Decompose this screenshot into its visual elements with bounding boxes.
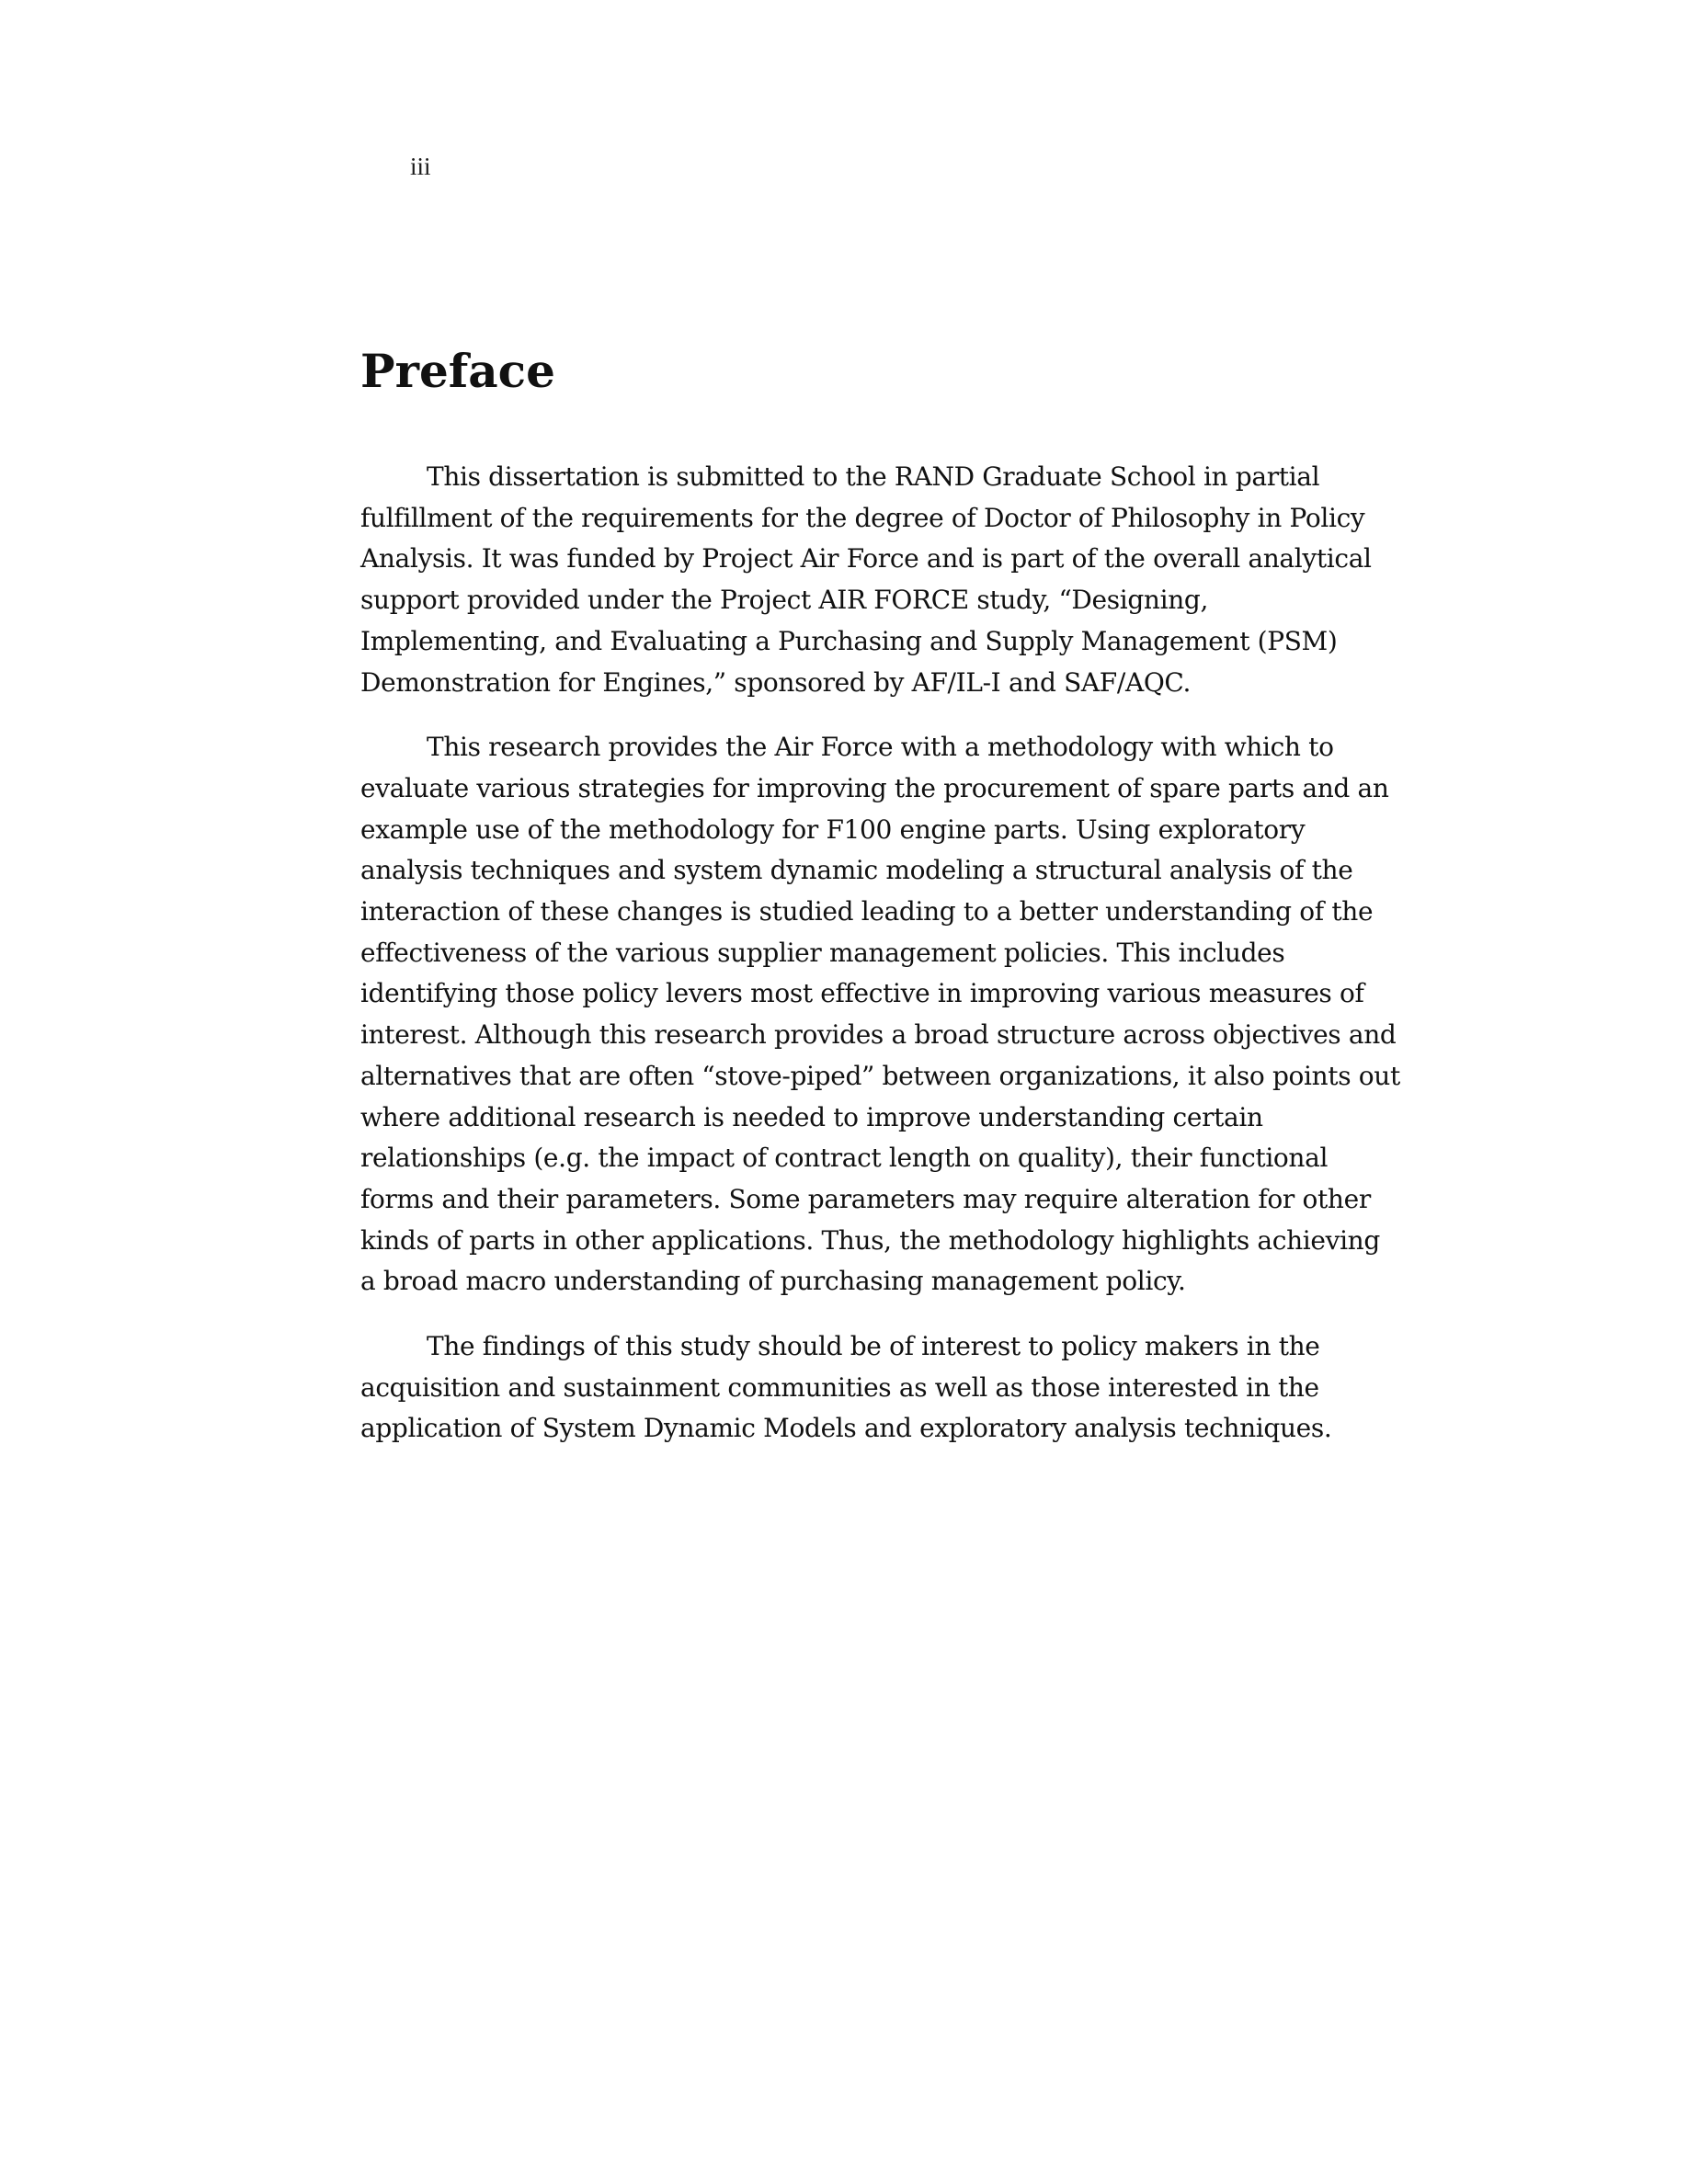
text-line: interest. Although this research provides a broad structure across objectives and (360, 1019, 1397, 1051)
page-number: iii (410, 153, 431, 180)
text-line: example use of the methodology for F100 engine parts. Using exploratory (360, 813, 1306, 845)
text-line: Demonstration for Engines,” sponsored by AF/IL-I and SAF/AQC. (360, 666, 1192, 698)
text-line: application of System Dynamic Models and exploratory analysis techniques. (360, 1413, 1332, 1444)
paragraph (360, 1326, 1353, 1450)
text-line: a broad macro understanding of purchasing management policy. (360, 1266, 1186, 1297)
text-line: evaluate various strategies for improving the procurement of spare parts and an (360, 772, 1389, 803)
text-line: The findings of this study should be of interest to policy makers in the (427, 1331, 1320, 1362)
text-line: interaction of these changes is studied leading to a better understanding of the (360, 896, 1374, 927)
text-line: alternatives that are often “stove-piped” between organizations, it also points out (360, 1060, 1400, 1091)
text-line: analysis techniques and system dynamic modeling a structural analysis of the (360, 855, 1353, 886)
text-line: where additional research is needed to improve understanding certain (360, 1101, 1263, 1132)
preface-body (360, 457, 1400, 1473)
text-line: forms and their parameters. Some parameters may require alteration for other (360, 1183, 1371, 1214)
text-line: relationships (e.g. the impact of contract length on quality), their functional (360, 1143, 1329, 1174)
text-line: kinds of parts in other applications. Thus, the methodology highlights achieving (360, 1224, 1380, 1256)
text-line: fulfillment of the requirements for the degree of Doctor of Philosophy in Policy (360, 502, 1365, 533)
text-line: acquisition and sustainment communities as well as those interested in the (360, 1371, 1319, 1403)
text-line: Analysis. It was funded by Project Air Force and is part of the overall analytical (360, 543, 1372, 574)
paragraph (360, 457, 1372, 703)
page-title: Preface (360, 344, 555, 398)
text-line: effectiveness of the various supplier management policies. This includes (360, 937, 1285, 968)
text-line: This dissertation is submitted to the RAND Graduate School in partial (427, 461, 1320, 492)
text-line: This research provides the Air Force with a methodology with which to (427, 732, 1334, 763)
paragraph (360, 727, 1400, 1302)
text-line: identifying those policy levers most effective in improving various measures of (360, 978, 1364, 1009)
text-line: Implementing, and Evaluating a Purchasing and Supply Management (PSM) (360, 625, 1338, 656)
text-line: support provided under the Project AIR FORCE study, “Designing, (360, 585, 1209, 616)
